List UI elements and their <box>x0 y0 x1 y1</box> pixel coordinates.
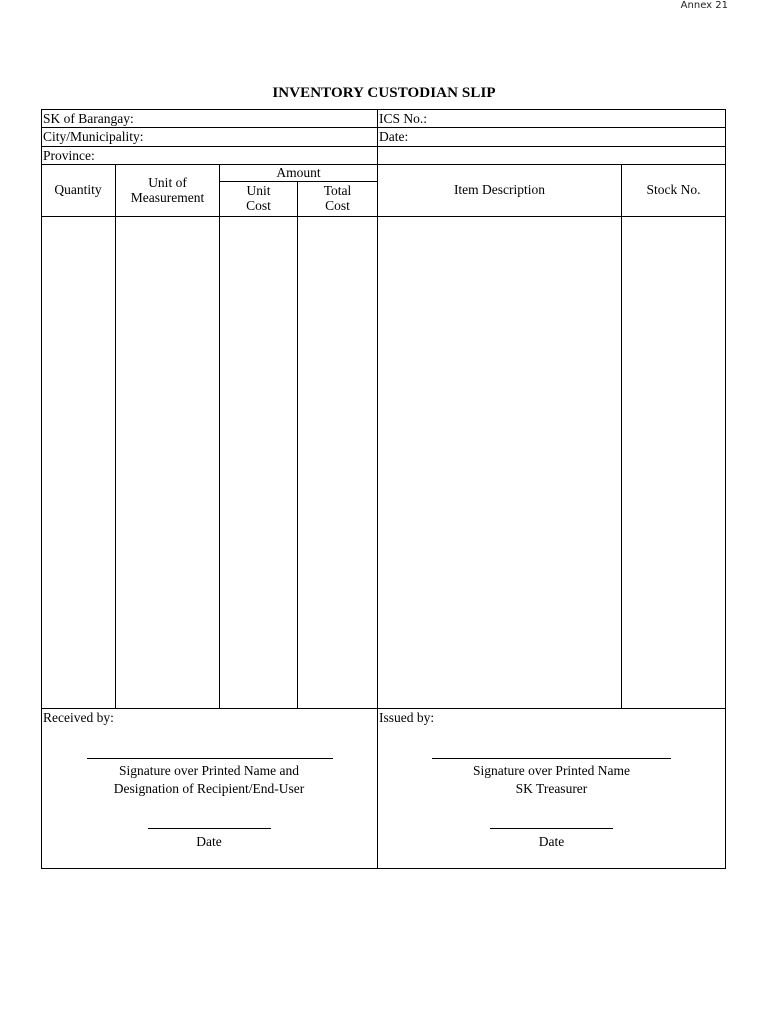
annex-label: Annex 21 <box>680 0 728 11</box>
received-by-label: Received by: <box>43 710 114 725</box>
border-bottom <box>41 868 726 869</box>
col-header-unit-line2: Measurement <box>130 190 205 205</box>
province-label: Province: <box>43 148 95 163</box>
ics-no-label: ICS No.: <box>379 111 428 126</box>
col-header-item-description: Item Description <box>453 182 546 197</box>
treasurer-date-label: Date <box>538 834 565 849</box>
treasurer-sig-caption-line1: Signature over Printed Name <box>472 763 631 778</box>
city-municipality-label: City/Municipality: <box>43 129 144 144</box>
border-top <box>41 109 726 110</box>
column-header-divider <box>41 216 726 217</box>
col-header-unit-cost-line2: Cost <box>246 198 271 213</box>
header-row-divider-1 <box>41 127 726 128</box>
recipient-sig-caption-line2: Designation of Recipient/End-User <box>113 781 305 796</box>
col-divider-unit <box>219 164 220 709</box>
form-title: INVENTORY CUSTODIAN SLIP <box>272 85 496 101</box>
date-label: Date: <box>379 129 409 144</box>
recipient-sig-caption-line1: Signature over Printed Name and <box>119 763 299 778</box>
border-right <box>725 109 726 869</box>
col-header-unit-line1: Unit of <box>148 175 187 190</box>
header-row-divider-3 <box>41 164 726 165</box>
recipient-date-label: Date <box>196 834 222 849</box>
col-divider-item-description <box>621 164 622 709</box>
header-row-divider-2 <box>41 146 726 147</box>
amount-subheader-divider <box>219 181 378 182</box>
col-header-total-cost-line2: Cost <box>325 198 350 213</box>
center-divider <box>377 109 378 869</box>
treasurer-date-line <box>490 828 613 829</box>
recipient-signature-line <box>87 758 333 759</box>
col-header-unit-cost-line1: Unit <box>246 183 271 198</box>
treasurer-sig-caption-line2: SK Treasurer <box>515 781 588 796</box>
col-header-quantity: Quantity <box>54 182 102 197</box>
sk-barangay-label: SK of Barangay: <box>43 111 134 126</box>
issued-by-label: Issued by: <box>379 710 435 725</box>
footer-divider <box>41 708 726 709</box>
border-left <box>41 109 42 869</box>
col-divider-quantity <box>115 164 116 709</box>
col-header-amount: Amount <box>276 165 321 180</box>
recipient-date-line <box>148 828 271 829</box>
col-header-total-cost-line1: Total <box>323 183 352 198</box>
col-divider-unit-cost <box>297 181 298 709</box>
custodian-slip-form <box>41 109 726 869</box>
treasurer-signature-line <box>432 758 671 759</box>
col-header-stock-no: Stock No. <box>646 182 701 197</box>
